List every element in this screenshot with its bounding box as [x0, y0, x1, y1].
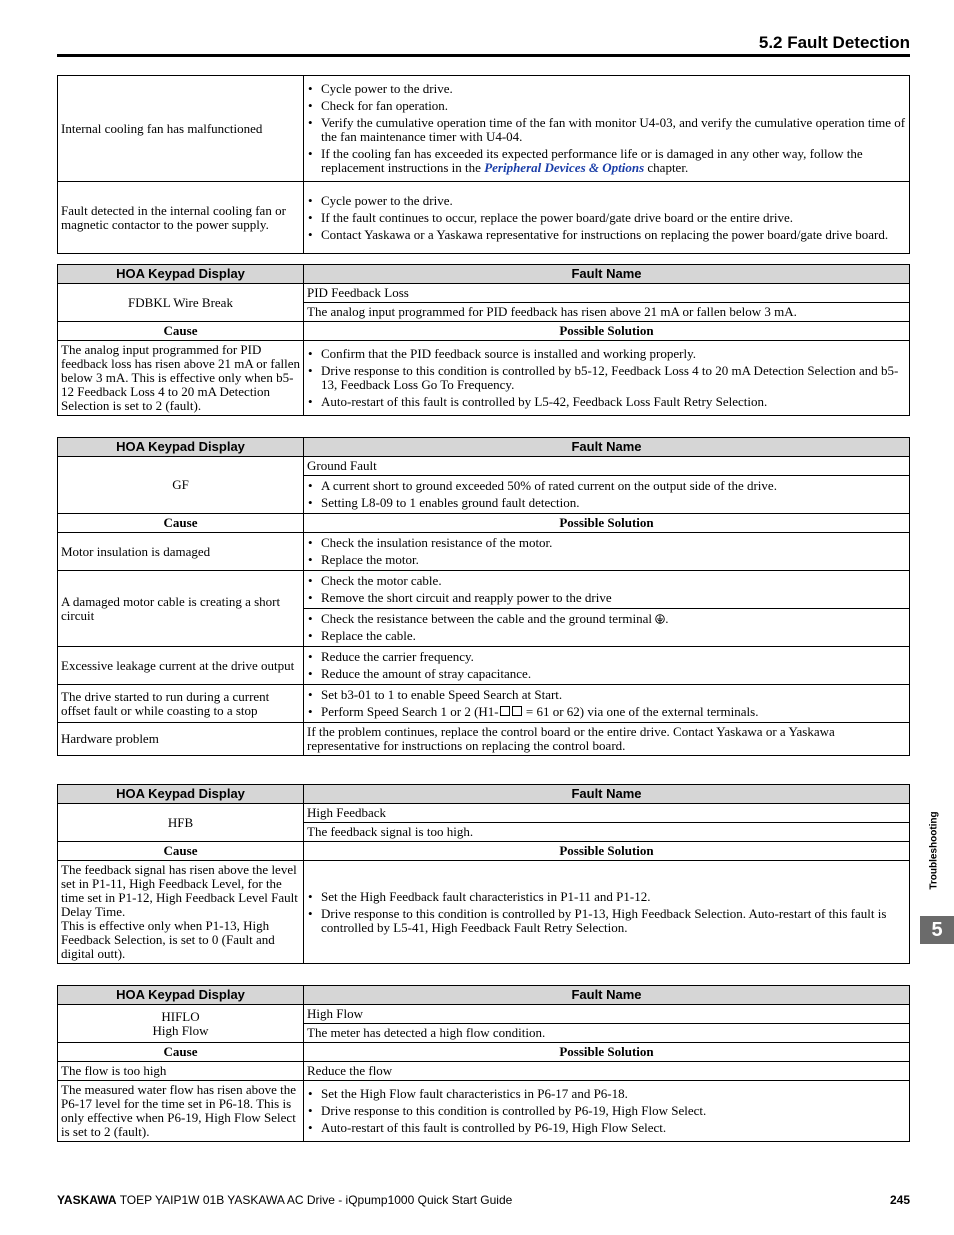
page-footer — [57, 1193, 910, 1207]
table-row — [58, 76, 910, 182]
list-item: • Set the High Feedback fault characteristics in P1-11 and P1-12. — [307, 890, 906, 904]
list-item: • Setting L8-09 to 1 enables ground fault detection. — [307, 496, 906, 510]
section-side-label — [924, 805, 938, 901]
table-subheader-row — [58, 842, 910, 861]
solution-cell — [304, 571, 910, 609]
list-item: • Set b3-01 to 1 to enable Speed Search at Start. — [307, 688, 906, 702]
placeholder-box-icon — [512, 706, 522, 716]
cause-cell: The drive started to run during a current offset fault or while coasting to a stop — [58, 685, 304, 723]
footer-text: TOEP YAIP1W 01B YASKAWA AC Drive - iQpump1000 Quick Start Guide — [116, 1193, 513, 1207]
solution-cell — [304, 647, 910, 685]
table-header-row — [58, 265, 910, 284]
solution-cell — [304, 182, 910, 254]
cause-cell: Excessive leakage current at the drive output — [58, 647, 304, 685]
gf-fault-table — [57, 437, 910, 756]
column-header: Possible Solution — [304, 842, 910, 861]
table-row — [58, 685, 910, 723]
column-header: Fault Name — [304, 785, 910, 804]
solution-cell: If the problem continues, replace the control board or the entire drive. Contact Yaskawa or a Yaskawa representative for instructions on replacing the control board. — [304, 723, 910, 756]
column-header: Cause — [58, 1043, 304, 1062]
table-row — [58, 647, 910, 685]
table-subheader-row — [58, 1043, 910, 1062]
list-item: • Drive response to this condition is controlled by P6-19, High Flow Select. — [307, 1104, 906, 1118]
solution-cell — [304, 76, 910, 182]
cause-cell: Hardware problem — [58, 723, 304, 756]
header-rule — [57, 54, 910, 57]
column-header: Possible Solution — [304, 322, 910, 341]
keypad-display-cell: GF — [58, 457, 304, 514]
column-header: Cause — [58, 514, 304, 533]
list-item: • Replace the motor. — [307, 553, 906, 567]
solution-cell — [304, 1081, 910, 1142]
table-row — [58, 1005, 910, 1024]
keypad-display-cell: HFB — [58, 804, 304, 842]
table-header-row — [58, 986, 910, 1005]
column-header: Fault Name — [304, 986, 910, 1005]
keypad-display-code: HIFLO — [161, 1008, 200, 1024]
list-item: • Check the motor cable. — [307, 574, 906, 588]
list-item: • Auto-restart of this fault is controlled by L5-42, Feedback Loss Fault Retry Selection. — [307, 395, 906, 409]
text: Perform Speed Search 1 or 2 (H1- — [321, 704, 499, 719]
list-item — [307, 147, 906, 175]
text: Check the resistance between the cable and the ground terminal — [321, 611, 653, 626]
list-item — [307, 705, 906, 719]
fault-name-cell: Ground Fault — [304, 457, 910, 476]
keypad-display-name: High Flow — [152, 1022, 209, 1038]
list-item: • Drive response to this condition is controlled by b5-12, Feedback Loss 4 to 20 mA Detection Selection and b5-13, Feedback Loss Go To Frequency. — [307, 364, 906, 392]
solution-cell — [304, 609, 910, 647]
fault-description-cell: The feedback signal is too high. — [304, 823, 910, 842]
column-header: Fault Name — [304, 438, 910, 457]
fault-name-cell: High Flow — [304, 1005, 910, 1024]
table-subheader-row — [58, 514, 910, 533]
cause-cell: Motor insulation is damaged — [58, 533, 304, 571]
ground-terminal-icon — [655, 613, 665, 623]
section-title: 5.2 Fault Detection — [758, 33, 910, 52]
list-item: • Auto-restart of this fault is controlled by P6-19, High Flow Select. — [307, 1121, 906, 1135]
fdbkl-fault-table — [57, 264, 910, 416]
table-subheader-row — [58, 322, 910, 341]
list-item: • Reduce the carrier frequency. — [307, 650, 906, 664]
cause-text: This is effective only when P1-13, High Feedback Selection, is set to 0 (Fault and digital outt). — [61, 918, 275, 961]
list-item: • Drive response to this condition is controlled by P1-13, High Feedback Selection. Auto-restart of this fault is controlled by L5-41, High Feedback Fault Retry Selection. — [307, 907, 906, 935]
hfb-fault-table — [57, 784, 910, 964]
list-item: • Check the insulation resistance of the motor. — [307, 536, 906, 550]
solution-cell: Reduce the flow — [304, 1062, 910, 1081]
fault-name-cell: PID Feedback Loss — [304, 284, 910, 303]
cause-cell: Internal cooling fan has malfunctioned — [58, 76, 304, 182]
placeholder-box-icon — [500, 706, 510, 716]
table-row — [58, 571, 910, 609]
list-item: • Cycle power to the drive. — [307, 82, 906, 96]
solution-cell — [304, 861, 910, 964]
table-row — [58, 457, 910, 476]
table-row — [58, 284, 910, 303]
text: chapter. — [644, 160, 689, 175]
table-row — [58, 341, 910, 416]
fan-fault-table — [57, 75, 910, 254]
column-header: Possible Solution — [304, 1043, 910, 1062]
fault-description-cell — [304, 476, 910, 514]
solution-cell — [304, 341, 910, 416]
cause-cell: The measured water flow has risen above the P6-17 level for the time set in P6-18. This is only effective when P6-19, High Flow Select is set to 2 (fault). — [58, 1081, 304, 1142]
column-header: HOA Keypad Display — [58, 438, 304, 457]
list-item: • Contact Yaskawa or a Yaskawa representative for instructions on replacing the power board/gate drive board. — [307, 228, 906, 242]
list-item: • Remove the short circuit and reapply power to the drive — [307, 591, 906, 605]
solution-cell — [304, 533, 910, 571]
list-item — [307, 612, 906, 626]
table-header-row — [58, 785, 910, 804]
keypad-display-cell: FDBKL Wire Break — [58, 284, 304, 322]
cause-cell: The flow is too high — [58, 1062, 304, 1081]
list-item: • Cycle power to the drive. — [307, 194, 906, 208]
table-row — [58, 804, 910, 823]
hiflo-fault-table — [57, 985, 910, 1142]
cause-cell: The analog input programmed for PID feedback loss has risen above 21 mA or fallen below 3 mA. This is effective only when b5-12 Feedback Loss 4 to 20 mA Detection Selection is set to 2 (fault). — [58, 341, 304, 416]
table-header-row — [58, 438, 910, 457]
table-row — [58, 182, 910, 254]
footer-brand: YASKAWA — [57, 1193, 117, 1207]
side-label-text: Troubleshooting — [928, 811, 940, 890]
column-header: Cause — [58, 842, 304, 861]
chapter-tab: 5 — [920, 916, 954, 944]
column-header: Fault Name — [304, 265, 910, 284]
column-header: Possible Solution — [304, 514, 910, 533]
fault-description-cell: The analog input programmed for PID feedback has risen above 21 mA or fallen below 3 mA. — [304, 303, 910, 322]
peripheral-devices-link[interactable]: Peripheral Devices & Options — [484, 160, 645, 175]
keypad-display-cell — [58, 1005, 304, 1043]
column-header: HOA Keypad Display — [58, 785, 304, 804]
list-item: • Check for fan operation. — [307, 99, 906, 113]
cause-cell: A damaged motor cable is creating a short circuit — [58, 571, 304, 647]
table-row — [58, 861, 910, 964]
list-item: • Verify the cumulative operation time of the fan with monitor U4-03, and verify the cumulative operation time of the fan maintenance timer with U4-04. — [307, 116, 906, 144]
list-item: • If the fault continues to occur, replace the power board/gate drive board or the entire drive. — [307, 211, 906, 225]
table-row — [58, 723, 910, 756]
text: . — [665, 611, 669, 626]
cause-cell — [58, 861, 304, 964]
cause-cell: Fault detected in the internal cooling fan or magnetic contactor to the power supply. — [58, 182, 304, 254]
table-row — [58, 533, 910, 571]
list-item: • Replace the cable. — [307, 629, 906, 643]
text: If the cooling fan has exceeded its expected performance life or is damaged in any other way, follow the replacement instructions in the — [321, 146, 863, 175]
solution-cell — [304, 685, 910, 723]
page-number: 245 — [889, 1193, 910, 1207]
table-row — [58, 1081, 910, 1142]
column-header: HOA Keypad Display — [58, 986, 304, 1005]
column-header: Cause — [58, 322, 304, 341]
list-item: • Set the High Flow fault characteristics in P6-17 and P6-18. — [307, 1087, 906, 1101]
text: = 61 or 62) via one of the external terminals. — [522, 704, 759, 719]
column-header: HOA Keypad Display — [58, 265, 304, 284]
table-row — [58, 1062, 910, 1081]
list-item: • Reduce the amount of stray capacitance. — [307, 667, 906, 681]
cause-text: The feedback signal has risen above the level set in P1-11, High Feedback Level, for the time set in P1-12, High Feedback Level Fault Delay Time. — [61, 862, 298, 919]
fault-name-cell: High Feedback — [304, 804, 910, 823]
fault-description-cell: The meter has detected a high flow condition. — [304, 1024, 910, 1043]
list-item: • Confirm that the PID feedback source is installed and working properly. — [307, 347, 906, 361]
list-item: • A current short to ground exceeded 50% of rated current on the output side of the drive. — [307, 479, 906, 493]
